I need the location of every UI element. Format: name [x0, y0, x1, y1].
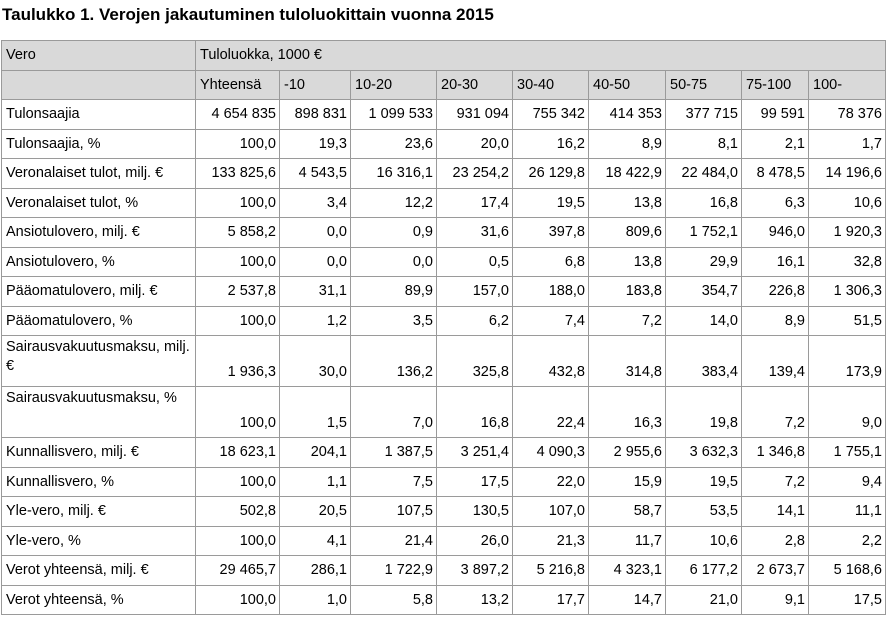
- table-cell: 286,1: [280, 556, 351, 586]
- table-cell: 17,5: [437, 467, 513, 497]
- table-cell: 15,9: [589, 467, 666, 497]
- table-cell: 107,0: [513, 497, 589, 527]
- table-cell: 2,1: [742, 129, 809, 159]
- table-cell: 100,0: [196, 387, 280, 438]
- table-cell: 9,1: [742, 585, 809, 615]
- column-header: 75-100: [742, 70, 809, 100]
- table-cell: 130,5: [437, 497, 513, 527]
- column-header: 20-30: [437, 70, 513, 100]
- row-label: Verot yhteensä, %: [2, 585, 196, 615]
- table-cell: 11,7: [589, 526, 666, 556]
- table-row: [2, 387, 886, 438]
- table-cell: 2,8: [742, 526, 809, 556]
- table-cell: 100,0: [196, 467, 280, 497]
- table-cell: 10,6: [666, 526, 742, 556]
- table-row: [2, 438, 886, 468]
- table-cell: 19,5: [513, 188, 589, 218]
- table-cell: 16,3: [589, 387, 666, 438]
- row-label: Pääomatulovero, milj. €: [2, 277, 196, 307]
- table-cell: 100,0: [196, 247, 280, 277]
- table-cell: 173,9: [809, 336, 886, 387]
- table-cell: 0,9: [351, 218, 437, 248]
- table-row: [2, 100, 886, 130]
- table-cell: 0,5: [437, 247, 513, 277]
- table-cell: 6,2: [437, 306, 513, 336]
- table-cell: 4 323,1: [589, 556, 666, 586]
- table-cell: 4 090,3: [513, 438, 589, 468]
- table-cell: 314,8: [589, 336, 666, 387]
- table-cell: 354,7: [666, 277, 742, 307]
- table-cell: 898 831: [280, 100, 351, 130]
- table-cell: 502,8: [196, 497, 280, 527]
- table-cell: 7,2: [742, 467, 809, 497]
- table-cell: 0,0: [280, 218, 351, 248]
- table-cell: 8,9: [742, 306, 809, 336]
- table-cell: 2 673,7: [742, 556, 809, 586]
- row-label: Tulonsaajia, %: [2, 129, 196, 159]
- table-cell: 809,6: [589, 218, 666, 248]
- table-row: [2, 556, 886, 586]
- table-cell: 14,0: [666, 306, 742, 336]
- table-row: [2, 159, 886, 189]
- table-cell: 7,2: [589, 306, 666, 336]
- row-label: Kunnallisvero, milj. €: [2, 438, 196, 468]
- table-cell: 755 342: [513, 100, 589, 130]
- table-row: [2, 277, 886, 307]
- table-cell: 1 752,1: [666, 218, 742, 248]
- table-cell: 14,7: [589, 585, 666, 615]
- table-cell: 204,1: [280, 438, 351, 468]
- table-cell: 139,4: [742, 336, 809, 387]
- row-label: Kunnallisvero, %: [2, 467, 196, 497]
- table-cell: 7,4: [513, 306, 589, 336]
- table-cell: 26,0: [437, 526, 513, 556]
- row-label: Sairausvakuutusmaksu, %: [2, 387, 196, 438]
- table-cell: 16,8: [666, 188, 742, 218]
- table-cell: 29 465,7: [196, 556, 280, 586]
- table-cell: 31,1: [280, 277, 351, 307]
- row-label: Tulonsaajia: [2, 100, 196, 130]
- row-label: Veronalaiset tulot, %: [2, 188, 196, 218]
- table-cell: 51,5: [809, 306, 886, 336]
- header-row-columns: [2, 70, 886, 100]
- table-cell: 11,1: [809, 497, 886, 527]
- table-cell: 5 216,8: [513, 556, 589, 586]
- table-cell: 22 484,0: [666, 159, 742, 189]
- table-cell: 325,8: [437, 336, 513, 387]
- table-cell: 5 168,6: [809, 556, 886, 586]
- table-cell: 100,0: [196, 306, 280, 336]
- table-cell: 31,6: [437, 218, 513, 248]
- table-cell: 0,0: [351, 247, 437, 277]
- table-row: [2, 336, 886, 387]
- table-cell: 6,8: [513, 247, 589, 277]
- table-row: [2, 247, 886, 277]
- table-cell: 136,2: [351, 336, 437, 387]
- table-cell: 1,7: [809, 129, 886, 159]
- table-cell: 4,1: [280, 526, 351, 556]
- table-cell: 8 478,5: [742, 159, 809, 189]
- table-cell: 3,5: [351, 306, 437, 336]
- column-header: 30-40: [513, 70, 589, 100]
- table-cell: 2 955,6: [589, 438, 666, 468]
- table-row: [2, 467, 886, 497]
- table-cell: 23 254,2: [437, 159, 513, 189]
- table-cell: 12,2: [351, 188, 437, 218]
- table-cell: 397,8: [513, 218, 589, 248]
- table-cell: 22,0: [513, 467, 589, 497]
- row-label: Ansiotulovero, milj. €: [2, 218, 196, 248]
- table-cell: 188,0: [513, 277, 589, 307]
- table-row: [2, 129, 886, 159]
- table-cell: 1,2: [280, 306, 351, 336]
- table-cell: 6 177,2: [666, 556, 742, 586]
- table-cell: 931 094: [437, 100, 513, 130]
- header-income-class: Tuloluokka, 1000 €: [196, 41, 886, 71]
- row-label: Verot yhteensä, milj. €: [2, 556, 196, 586]
- table-cell: 1,0: [280, 585, 351, 615]
- table-cell: 19,5: [666, 467, 742, 497]
- header-row-group: [2, 41, 886, 71]
- table-cell: 226,8: [742, 277, 809, 307]
- column-header: Yhteensä: [196, 70, 280, 100]
- table-cell: 17,7: [513, 585, 589, 615]
- table-cell: 5 858,2: [196, 218, 280, 248]
- table-cell: 18 623,1: [196, 438, 280, 468]
- table-cell: 107,5: [351, 497, 437, 527]
- table-cell: 1 755,1: [809, 438, 886, 468]
- table-cell: 58,7: [589, 497, 666, 527]
- table-cell: 1 722,9: [351, 556, 437, 586]
- table-cell: 100,0: [196, 526, 280, 556]
- table-cell: 18 422,9: [589, 159, 666, 189]
- table-cell: 1 306,3: [809, 277, 886, 307]
- table-cell: 16,8: [437, 387, 513, 438]
- table-cell: 377 715: [666, 100, 742, 130]
- table-row: [2, 218, 886, 248]
- column-header: 50-75: [666, 70, 742, 100]
- table-cell: 53,5: [666, 497, 742, 527]
- row-label: Veronalaiset tulot, milj. €: [2, 159, 196, 189]
- table-cell: 4 654 835: [196, 100, 280, 130]
- table-cell: 157,0: [437, 277, 513, 307]
- table-cell: 89,9: [351, 277, 437, 307]
- table-row: [2, 526, 886, 556]
- table-cell: 8,9: [589, 129, 666, 159]
- table-cell: 100,0: [196, 188, 280, 218]
- table-cell: 30,0: [280, 336, 351, 387]
- table-cell: 21,0: [666, 585, 742, 615]
- table-title: Taulukko 1. Verojen jakautuminen tuloluokittain vuonna 2015: [2, 5, 494, 24]
- table-cell: 133 825,6: [196, 159, 280, 189]
- table-cell: 8,1: [666, 129, 742, 159]
- table-cell: 3 632,3: [666, 438, 742, 468]
- table-cell: 6,3: [742, 188, 809, 218]
- table-cell: 432,8: [513, 336, 589, 387]
- header-empty-cell: [2, 70, 196, 100]
- table-cell: 7,5: [351, 467, 437, 497]
- table-cell: 1,1: [280, 467, 351, 497]
- table-cell: 16,1: [742, 247, 809, 277]
- table-cell: 414 353: [589, 100, 666, 130]
- table-cell: 0,0: [280, 247, 351, 277]
- table-cell: 14,1: [742, 497, 809, 527]
- table-cell: 2,2: [809, 526, 886, 556]
- table-cell: 7,2: [742, 387, 809, 438]
- table-cell: 1 346,8: [742, 438, 809, 468]
- table-cell: 29,9: [666, 247, 742, 277]
- column-header: -10: [280, 70, 351, 100]
- table-cell: 3,4: [280, 188, 351, 218]
- header-vero: Vero: [2, 41, 196, 71]
- table-cell: 383,4: [666, 336, 742, 387]
- table-cell: 10,6: [809, 188, 886, 218]
- tax-distribution-table: [1, 40, 886, 615]
- table-cell: 13,8: [589, 188, 666, 218]
- table-cell: 1 099 533: [351, 100, 437, 130]
- table-cell: 14 196,6: [809, 159, 886, 189]
- table-cell: 13,8: [589, 247, 666, 277]
- table-cell: 4 543,5: [280, 159, 351, 189]
- table-cell: 21,3: [513, 526, 589, 556]
- table-cell: 26 129,8: [513, 159, 589, 189]
- row-label: Sairausvakuutusmaksu, milj. €: [2, 336, 196, 387]
- column-header: 40-50: [589, 70, 666, 100]
- table-cell: 16 316,1: [351, 159, 437, 189]
- table-cell: 20,5: [280, 497, 351, 527]
- table-cell: 1 920,3: [809, 218, 886, 248]
- column-header: 100-: [809, 70, 886, 100]
- table-cell: 16,2: [513, 129, 589, 159]
- table-cell: 1,5: [280, 387, 351, 438]
- table-row: [2, 585, 886, 615]
- row-label: Yle-vero, %: [2, 526, 196, 556]
- table-cell: 1 387,5: [351, 438, 437, 468]
- row-label: Pääomatulovero, %: [2, 306, 196, 336]
- table-cell: 3 897,2: [437, 556, 513, 586]
- table-cell: 17,4: [437, 188, 513, 218]
- table-cell: 1 936,3: [196, 336, 280, 387]
- table-cell: 13,2: [437, 585, 513, 615]
- table-cell: 5,8: [351, 585, 437, 615]
- table-cell: 20,0: [437, 129, 513, 159]
- table-cell: 19,3: [280, 129, 351, 159]
- table-cell: 99 591: [742, 100, 809, 130]
- table-cell: 946,0: [742, 218, 809, 248]
- table-cell: 9,0: [809, 387, 886, 438]
- table-cell: 22,4: [513, 387, 589, 438]
- table-cell: 100,0: [196, 585, 280, 615]
- table-row: [2, 497, 886, 527]
- column-header: 10-20: [351, 70, 437, 100]
- table-cell: 17,5: [809, 585, 886, 615]
- table-cell: 23,6: [351, 129, 437, 159]
- table-cell: 3 251,4: [437, 438, 513, 468]
- table-cell: 21,4: [351, 526, 437, 556]
- table-cell: 183,8: [589, 277, 666, 307]
- table-cell: 2 537,8: [196, 277, 280, 307]
- row-label: Ansiotulovero, %: [2, 247, 196, 277]
- table-cell: 78 376: [809, 100, 886, 130]
- row-label: Yle-vero, milj. €: [2, 497, 196, 527]
- table-cell: 100,0: [196, 129, 280, 159]
- table-cell: 19,8: [666, 387, 742, 438]
- table-cell: 7,0: [351, 387, 437, 438]
- table-row: [2, 306, 886, 336]
- table-row: [2, 188, 886, 218]
- table-cell: 32,8: [809, 247, 886, 277]
- table-cell: 9,4: [809, 467, 886, 497]
